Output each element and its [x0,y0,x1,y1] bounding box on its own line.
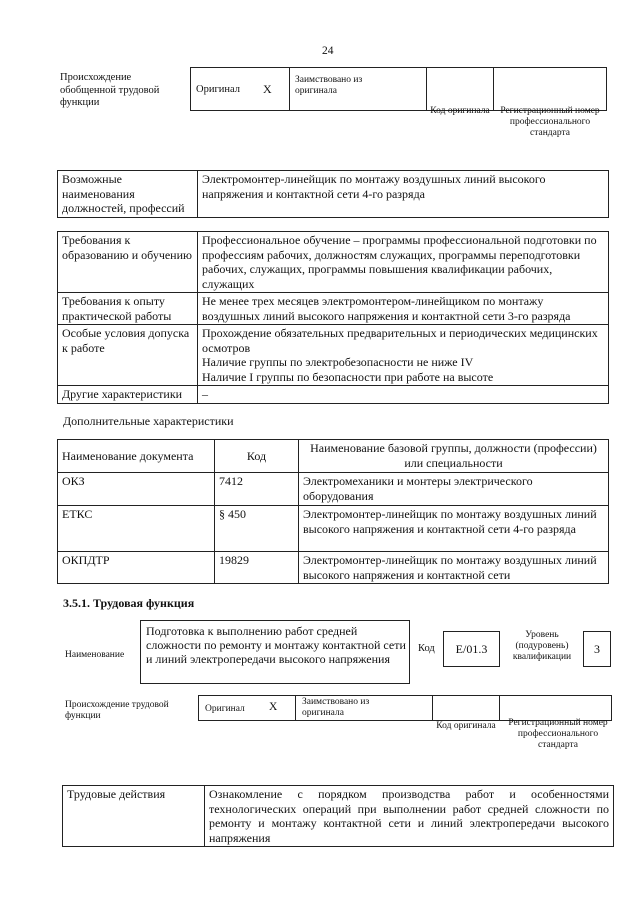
cell-code: 7412 [215,473,299,506]
additional-heading: Дополнительные характеристики [63,414,234,428]
header-group: Наименование базовой группы, должности (профессии) или специальности [299,440,609,473]
original-label: Оригинал [196,84,240,95]
additional-table [57,439,609,584]
origin2-borrowed-cell [295,695,433,721]
table-row [58,473,609,506]
original-mark: X [263,82,272,96]
origin-label: Происхождение обобщенной трудовой функции [60,72,160,108]
function-level-box [583,631,611,667]
table-row [58,552,609,584]
positions-label: Возможные наименования должностей, профессий [58,171,198,218]
req-special-line: Прохождение обязательных предварительных и периодических медицинских осмотров [202,326,598,355]
function-level-value: 3 [594,642,600,656]
function-heading: 3.5.1. Трудовая функция [63,596,195,610]
cell-name: Электромонтер-линейщик по монтажу воздушных линий высокого напряжения и контактной сети 4-го разряда [299,506,609,552]
origin-original-cell [190,67,290,111]
origin2-code-cell [432,695,500,721]
req-other-value: – [198,386,609,404]
origin2-label: Происхождение трудовой функции [65,700,169,721]
origin-reg-cell [493,67,607,111]
header-document: Наименование документа [58,440,215,473]
actions-table [62,785,614,847]
requirements-table [57,231,609,404]
origin2-original-cell [198,695,296,721]
cell-name: Электромеханики и монтеры электрического оборудования [299,473,609,506]
page-number: 24 [322,45,334,57]
borrowed-label: Заимствовано из оригинала [302,697,370,718]
req-special-value [198,325,609,386]
req-special-line: Наличие группы по электробезопасности не ниже IV [202,355,474,369]
original-label: Оригинал [205,704,245,714]
actions-value: Ознакомление с порядком производства работ и особенностями технологических операций при выполнении работ средней сложности по ремонту и монтажу контактной сети и линий электропередачи высокого напряжения [205,786,614,847]
cell-doc: ОКЗ [58,473,215,506]
cell-doc: ОКПДТР [58,552,215,584]
function-name-label: Наименование [65,650,125,660]
positions-table [57,170,609,218]
req-special-label: Особые условия допуска к работе [58,325,198,386]
req-other-label: Другие характеристики [58,386,198,404]
code-caption: Код оригинала [436,721,496,731]
table-row [58,506,609,552]
req-education-value: Профессиональное обучение – программы профессиональной подготовки по профессиям рабочих, должностям служащих, программы переподготовки рабочих, служащих, программы повышения квалификации рабочих, служащих [198,232,609,293]
code-caption: Код оригинала [430,106,490,116]
header-code: Код [215,440,299,473]
actions-label: Трудовые действия [63,786,205,847]
origin-code-cell [426,67,494,111]
cell-name: Электромонтер-линейщик по монтажу воздушных линий высокого напряжения и контактной сети [299,552,609,584]
function-code-box [443,631,500,667]
req-education-label: Требования к образованию и обучению [58,232,198,293]
borrowed-label: Заимствовано из оригинала [295,75,363,96]
function-name-value: Подготовка к выполнению работ средней сложности по ремонту и монтажу контактной сети и линий электропередачи высокого напряжения [146,624,406,666]
positions-value: Электромонтер-линейщик по монтажу воздушных линий высокого напряжения и контактной сети 4-го разряда [198,171,609,218]
req-experience-value: Не менее трех месяцев электромонтером-линейщиком по монтажу воздушных линий высокого напряжения и контактной сети 3-го разряда [198,293,609,325]
original-mark: X [269,701,278,713]
reg-caption: Регистрационный номер профессионального стандарта [500,106,600,138]
origin-borrowed-cell [289,67,427,111]
cell-code: § 450 [215,506,299,552]
req-experience-label: Требования к опыту практической работы [58,293,198,325]
cell-doc: ЕТКС [58,506,215,552]
cell-code: 19829 [215,552,299,584]
function-level-label: Уровень (подуровень) квалификации [512,630,572,662]
function-code-label: Код [418,643,435,654]
function-code-value: E/01.3 [455,642,488,656]
req-special-line: Наличие I группы по безопасности при работе на высоте [202,369,494,384]
function-name-box [140,620,410,684]
reg-caption: Регистрационный номер профессионального стандарта [508,718,608,750]
